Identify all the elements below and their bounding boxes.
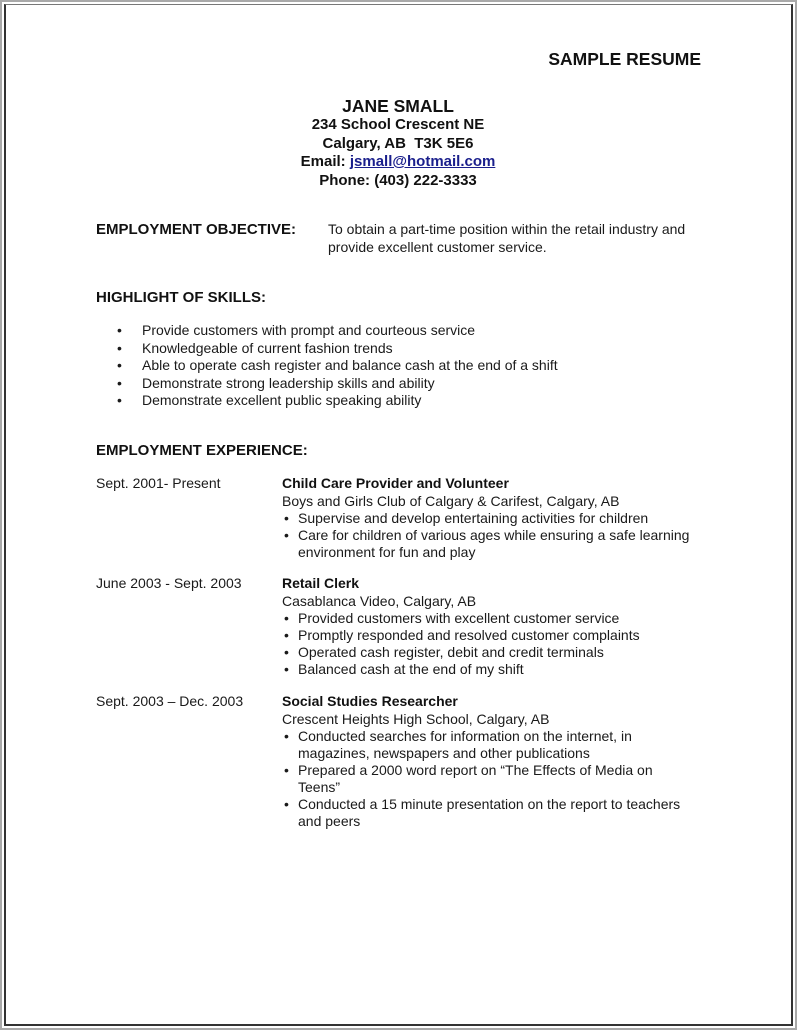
job-duty: • Promptly responded and resolved customer complaints xyxy=(282,627,712,644)
skills-list xyxy=(96,322,558,410)
job-org: Crescent Heights High School, Calgary, AB xyxy=(282,710,550,727)
job-detail xyxy=(282,575,712,678)
job-duty: • Care for children of various ages while ensuring a safe learning environment for fun and play xyxy=(282,527,712,561)
address-line-2: Calgary, AB T3K 5E6 xyxy=(322,134,474,152)
objective-text xyxy=(328,221,685,256)
objective-line-1: To obtain a part-time position within the retail industry and xyxy=(328,221,686,237)
address-line-1: 234 School Crescent NE xyxy=(311,116,485,133)
job-detail xyxy=(282,475,712,561)
job-date: June 2003 - Sept. 2003 xyxy=(96,575,242,591)
objective-heading: EMPLOYMENT OBJECTIVE: xyxy=(96,221,297,238)
job-duty: • Supervise and develop entertaining activities for children xyxy=(282,510,712,527)
job-duty: • Conducted a 15 minute presentation on the report to teachers and peers xyxy=(282,796,692,830)
job-duty: • Provided customers with excellent customer service xyxy=(282,610,712,627)
job-role: Retail Clerk xyxy=(282,575,360,591)
job-org: Casablanca Video, Calgary, AB xyxy=(282,592,477,609)
job-duty: • Conducted searches for information on the internet, in magazines, newspapers and other publications xyxy=(282,728,692,762)
job-duty: • Prepared a 2000 word report on “The Effects of Media on Teens” xyxy=(282,762,692,796)
job-date: Sept. 2001- Present xyxy=(96,475,221,491)
skill-item: • Demonstrate excellent public speaking ability xyxy=(96,392,558,410)
email-line xyxy=(280,153,516,172)
job-detail xyxy=(282,693,712,830)
phone-line: Phone: (403) 222-3333 xyxy=(319,171,477,189)
job-duty: • Balanced cash at the end of my shift xyxy=(282,661,712,678)
job-role: Social Studies Researcher xyxy=(282,693,458,709)
objective-line-2: provide excellent customer service. xyxy=(328,238,547,255)
document-title: SAMPLE RESUME xyxy=(548,49,701,69)
skill-item: • Able to operate cash register and balance cash at the end of a shift xyxy=(96,357,558,375)
skill-item: • Knowledgeable of current fashion trends xyxy=(96,340,558,358)
skill-item: • Provide customers with prompt and courteous service xyxy=(96,322,558,340)
job-duties xyxy=(282,510,712,561)
job-duty: • Operated cash register, debit and credit terminals xyxy=(282,644,712,661)
contact-block xyxy=(280,96,516,190)
candidate-name: JANE SMALL xyxy=(342,96,454,116)
email-link[interactable]: jsmall@hotmail.com xyxy=(349,153,496,170)
email-label: Email: xyxy=(300,153,350,170)
job-duties xyxy=(282,728,692,830)
job-date: Sept. 2003 – Dec. 2003 xyxy=(96,693,244,709)
skills-heading: HIGHLIGHT OF SKILLS: xyxy=(96,289,266,306)
job-org: Boys and Girls Club of Calgary & Carifest, Calgary, AB xyxy=(282,492,620,509)
skill-item: • Demonstrate strong leadership skills and ability xyxy=(96,375,558,393)
job-duties xyxy=(282,610,712,678)
job-role: Child Care Provider and Volunteer xyxy=(282,475,509,491)
experience-heading: EMPLOYMENT EXPERIENCE: xyxy=(96,442,308,459)
